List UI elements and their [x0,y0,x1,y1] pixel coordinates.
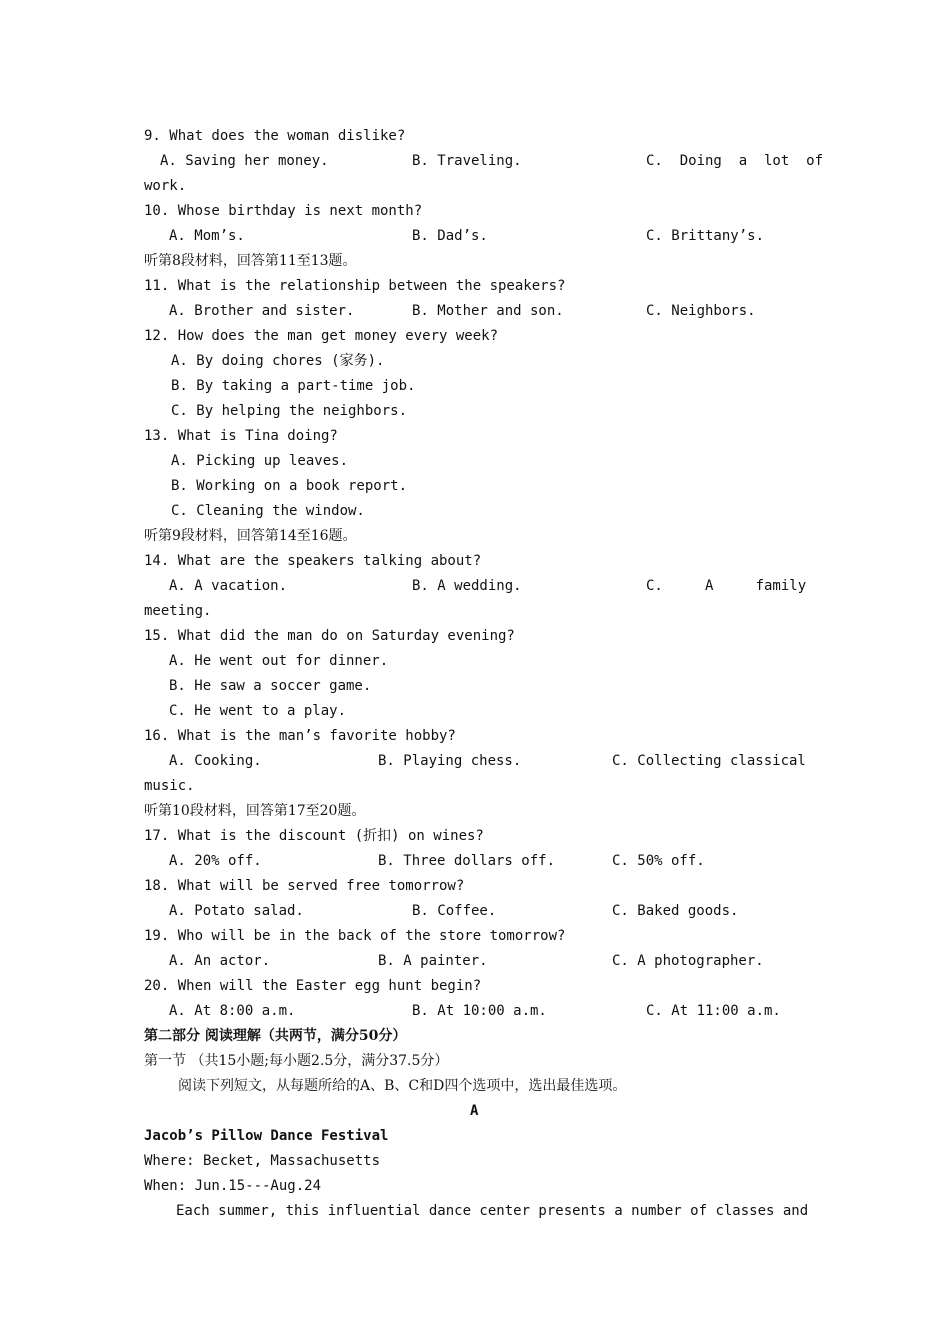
option-a: A. An actor. [169,953,271,969]
question-stem: 19. Who will be in the back of the store tomorrow? [144,928,566,944]
question-19-options [0,949,950,974]
question-stem: 10. Whose birthday is next month? [144,203,423,219]
passage-title-row [0,1124,950,1149]
option-c: C. Cleaning the window. [171,503,365,519]
question-stem: 18. What will be served free tomorrow? [144,878,465,894]
question-10-options [0,224,950,249]
option-b: B. Mother and son. [412,303,564,319]
question-16-options [0,749,950,774]
option-c: C. Doing a lot of [646,153,824,169]
where-row [0,1149,950,1174]
option-c: C. At 11:00 a.m. [646,1003,781,1019]
question-stem: 11. What is the relationship between the speakers? [144,278,566,294]
option-a-row [0,349,950,374]
passage-title: Jacob’s Pillow Dance Festival [144,1128,389,1144]
part-heading [0,1024,950,1049]
question-11-options [0,299,950,324]
option-b: B. Playing chess. [378,753,522,769]
part-title: 第二部分 阅读理解（共两节，满分50分） [144,1028,407,1044]
passage-label-row [0,1099,950,1124]
question-9 [0,124,950,149]
option-a: A. By doing chores (家务). [171,353,385,369]
section-heading [0,1049,950,1074]
option-b-row [0,674,950,699]
question-stem: 14. What are the speakers talking about? [144,553,482,569]
option-a: A. A vacation. [169,578,288,594]
option-c-row [0,499,950,524]
option-a: A. At 8:00 a.m. [169,1003,296,1019]
question-13 [0,424,950,449]
option-b: B. Traveling. [412,153,522,169]
option-b: B. By taking a part-time job. [171,378,416,394]
passage-body: Each summer, this influential dance center presents a number of classes and [176,1203,809,1219]
option-a-row [0,649,950,674]
option-b: B. A wedding. [412,578,522,594]
option-c: C. He went to a play. [169,703,347,719]
question-20-options [0,999,950,1024]
option-b: B. At 10:00 a.m. [412,1003,547,1019]
option-c-row [0,699,950,724]
section-instruction-8 [0,249,950,274]
option-b-row [0,474,950,499]
reading-instruction [0,1074,950,1099]
question-14 [0,549,950,574]
section-instruction-9 [0,524,950,549]
question-10 [0,199,950,224]
option-c: C. Neighbors. [646,303,756,319]
option-a-row [0,449,950,474]
option-c-wrap: meeting. [144,603,212,619]
when-line: When: Jun.15---Aug.24 [144,1178,322,1194]
option-c: C. 50% off. [612,853,705,869]
option-b: B. A painter. [378,953,488,969]
option-b-row [0,374,950,399]
option-a: A. He went out for dinner. [169,653,389,669]
passage-label: A [470,1103,479,1119]
passage-body-row [0,1199,950,1224]
option-a: A. Cooking. [169,753,262,769]
option-a: A. Picking up leaves. [171,453,349,469]
option-c-row [0,399,950,424]
question-18-options [0,899,950,924]
question-11 [0,274,950,299]
option-b: B. Coffee. [412,903,497,919]
option-b: B. Three dollars off. [378,853,556,869]
option-c: C. By helping the neighbors. [171,403,408,419]
option-a: A. Saving her money. [160,153,329,169]
option-c: C. Baked goods. [612,903,739,919]
option-c-continued [0,599,950,624]
question-stem: 16. What is the man’s favorite hobby? [144,728,456,744]
question-17-options [0,849,950,874]
question-15 [0,624,950,649]
option-a: A. 20% off. [169,853,262,869]
question-18 [0,874,950,899]
section-text: 听第8段材料，回答第11至13题。 [144,253,357,269]
option-c-wrap: work. [144,178,187,194]
option-c-continued [0,774,950,799]
option-b: B. Working on a book report. [171,478,408,494]
option-c: C. A photographer. [612,953,764,969]
option-c-continued [0,174,950,199]
instruction-text: 阅读下列短文，从每题所给的A、B、C和D四个选项中，选出最佳选项。 [178,1078,627,1094]
option-c-wrap: music. [144,778,195,794]
question-9-options [0,149,950,174]
question-14-options [0,574,950,599]
question-20 [0,974,950,999]
option-a: A. Brother and sister. [169,303,355,319]
section-title: 第一节 （共15小题;每小题2.5分，满分37.5分） [144,1053,449,1069]
option-a: A. Potato salad. [169,903,304,919]
option-a: A. Mom’s. [169,228,245,244]
question-17 [0,824,950,849]
question-stem: 12. How does the man get money every week? [144,328,499,344]
option-c: C. A family [646,578,807,594]
question-16 [0,724,950,749]
section-instruction-10 [0,799,950,824]
section-text: 听第9段材料，回答第14至16题。 [144,528,357,544]
question-19 [0,924,950,949]
question-stem: 17. What is the discount (折扣) on wines? [144,828,484,844]
option-c: C. Brittany’s. [646,228,765,244]
question-stem: 13. What is Tina doing? [144,428,338,444]
question-stem: 15. What did the man do on Saturday evening? [144,628,515,644]
option-b: B. He saw a soccer game. [169,678,372,694]
question-12 [0,324,950,349]
when-row [0,1174,950,1199]
question-stem: 9. What does the woman dislike? [144,128,406,144]
option-c: C. Collecting classical [612,753,806,769]
option-b: B. Dad’s. [412,228,488,244]
question-stem: 20. When will the Easter egg hunt begin? [144,978,482,994]
where-line: Where: Becket, Massachusetts [144,1153,381,1169]
section-text: 听第10段材料，回答第17至20题。 [144,803,366,819]
